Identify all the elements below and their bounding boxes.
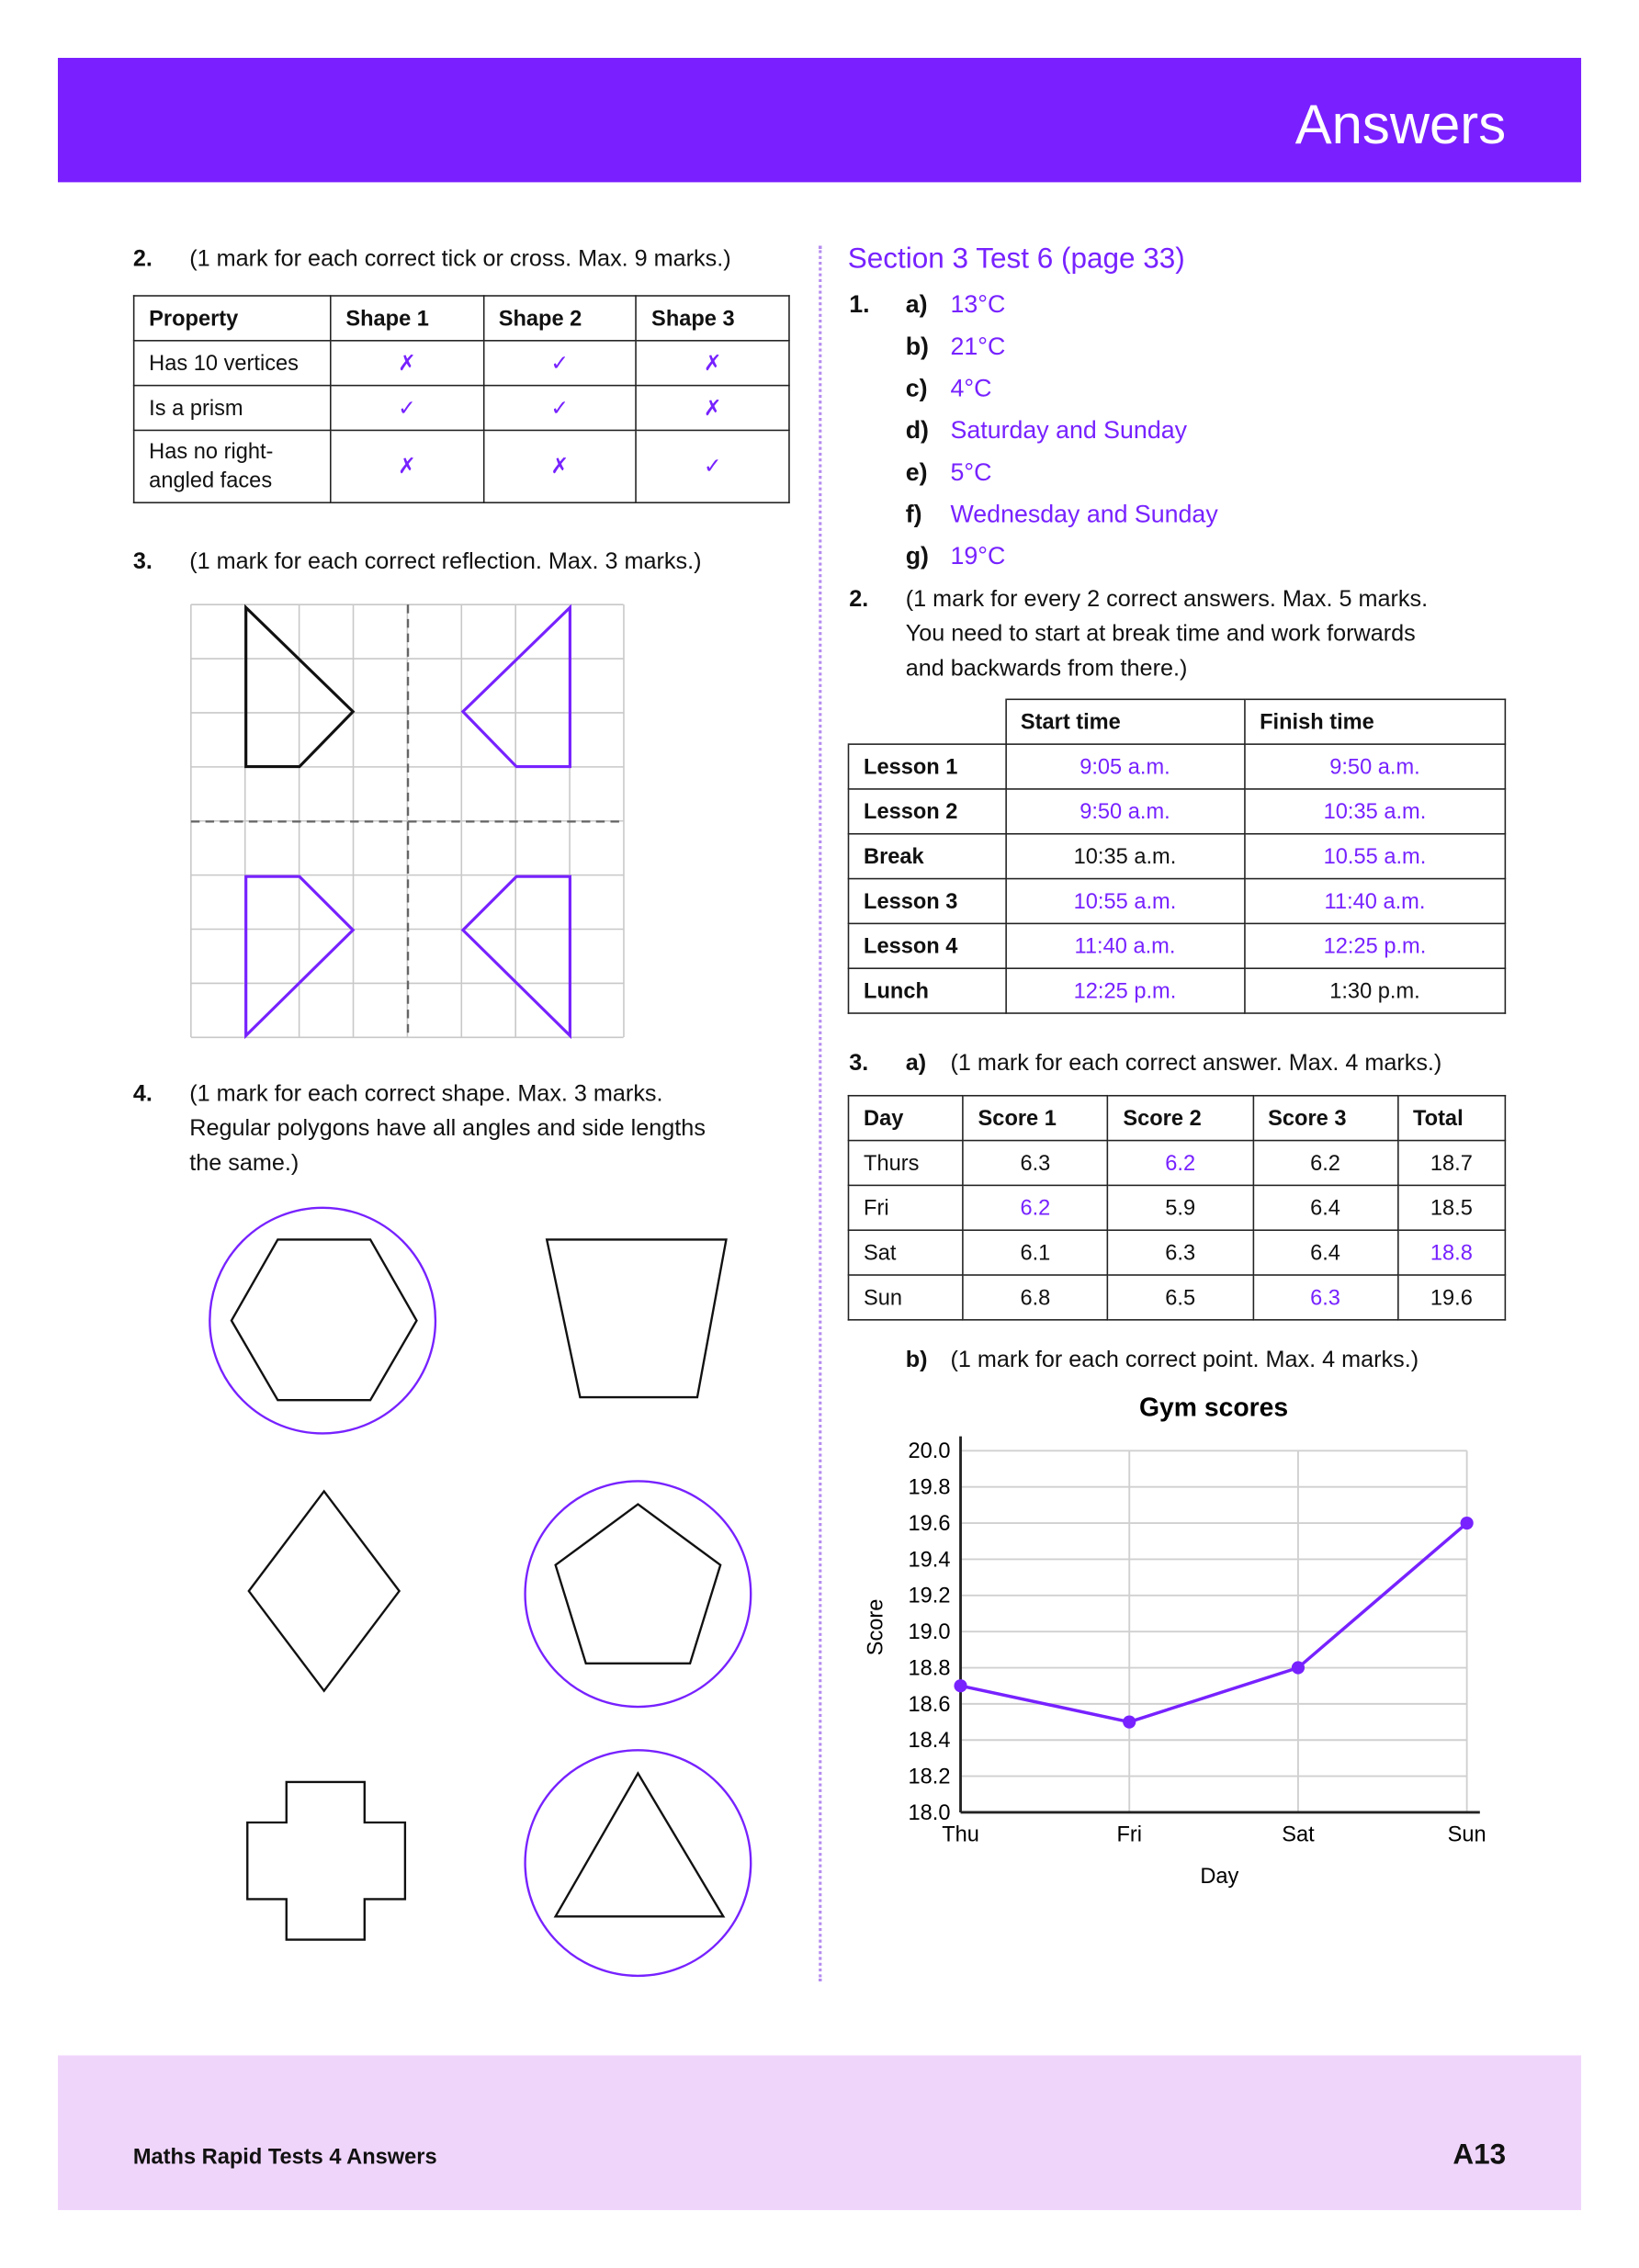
- gym-scores-chart: [865, 1394, 1486, 1890]
- time-cell: 10:35 a.m.: [1005, 834, 1244, 879]
- chart-title: Gym scores: [1138, 1393, 1289, 1423]
- data-point-sun: [1461, 1517, 1474, 1529]
- part-label: a): [905, 290, 928, 319]
- column-header: Start time: [1005, 699, 1244, 744]
- pentagon-shape: [556, 1505, 721, 1664]
- cross-mark: ✗: [331, 430, 483, 502]
- property-cell: Has 10 vertices: [134, 341, 331, 386]
- x-tick-label: Fri: [1116, 1822, 1143, 1847]
- score-cell: 18.7: [1397, 1141, 1505, 1186]
- cross-mark: ✗: [483, 430, 636, 502]
- table-row: [849, 1185, 1506, 1230]
- right-q2: [849, 583, 1429, 682]
- table-row: [849, 744, 1506, 789]
- time-cell: 12:25 p.m.: [1245, 923, 1506, 968]
- question-text: (1 mark for every 2 correct answers. Max. 5 marks.: [905, 587, 1429, 613]
- answer-item: [905, 290, 1006, 319]
- part-label: b): [905, 333, 929, 361]
- score-cell: 6.5: [1108, 1275, 1253, 1320]
- triangle-shape: [556, 1773, 724, 1916]
- part-label: g): [905, 542, 929, 570]
- answer-value: 13°C: [950, 290, 1006, 319]
- day-cell: Sat: [849, 1230, 964, 1275]
- y-tick-label: 19.4: [908, 1548, 951, 1573]
- answer-item: [905, 542, 1006, 570]
- score-cell: 6.2: [963, 1185, 1108, 1230]
- time-cell: 9:50 a.m.: [1245, 744, 1506, 789]
- score-cell: 6.3: [963, 1141, 1108, 1186]
- time-cell: 1:30 p.m.: [1245, 968, 1506, 1013]
- tick-mark: ✓: [637, 430, 789, 502]
- answer-circle: [526, 1750, 752, 1976]
- property-cell: Has no right-angled faces: [134, 430, 331, 502]
- y-tick-label: 19.6: [908, 1511, 951, 1536]
- x-tick-label: Sun: [1447, 1822, 1486, 1847]
- cross-mark: ✗: [637, 341, 789, 386]
- data-point-fri: [1123, 1715, 1136, 1728]
- answer-item: [905, 458, 992, 487]
- answer-item: [905, 416, 1187, 445]
- column-header: Shape 1: [331, 296, 483, 341]
- time-cell: 10:55 a.m.: [1005, 879, 1244, 924]
- header-row: [849, 699, 1506, 744]
- question-number: 2.: [132, 247, 153, 273]
- lesson-name: Lesson 4: [849, 923, 1006, 968]
- time-cell: 11:40 a.m.: [1005, 923, 1244, 968]
- y-tick-label: 19.0: [908, 1620, 951, 1645]
- score-cell: 6.3: [1253, 1275, 1398, 1320]
- y-tick-label: 18.0: [908, 1800, 951, 1825]
- day-cell: Sun: [849, 1275, 964, 1320]
- question-number: 4.: [132, 1081, 153, 1107]
- question-number: 1.: [849, 290, 870, 319]
- part-label: d): [905, 416, 929, 445]
- y-tick-label: 19.8: [908, 1475, 951, 1500]
- time-cell: 10:35 a.m.: [1245, 789, 1506, 834]
- answer-item: [905, 374, 992, 403]
- right-q1: [849, 290, 1218, 570]
- column-header: Day: [849, 1096, 964, 1141]
- property-cell: Is a prism: [134, 386, 331, 431]
- question-text: the same.): [189, 1151, 300, 1177]
- book-title: Maths Rapid Tests 4 Answers: [132, 2145, 437, 2170]
- column-header: Score 2: [1108, 1096, 1253, 1141]
- column-header: Shape 3: [637, 296, 789, 341]
- y-tick-label: 20.0: [908, 1439, 951, 1464]
- question-number: 2.: [849, 587, 869, 613]
- reflection-top-right: [463, 607, 571, 766]
- score-cell: 5.9: [1108, 1185, 1253, 1230]
- question-number: 3.: [132, 549, 153, 575]
- answer-value: 19°C: [950, 542, 1006, 570]
- footer-band: [58, 2056, 1581, 2210]
- x-axis-label: Day: [1200, 1865, 1239, 1890]
- y-axis-label: Score: [864, 1598, 888, 1656]
- answer-value: 21°C: [950, 333, 1006, 361]
- column-header: Score 3: [1253, 1096, 1398, 1141]
- right-q3a: [849, 1047, 1442, 1082]
- score-cell: 6.4: [1253, 1185, 1398, 1230]
- answer-item: [905, 500, 1218, 529]
- y-tick-label: 19.2: [908, 1584, 951, 1608]
- tick-mark: ✓: [483, 386, 636, 431]
- day-cell: Thurs: [849, 1141, 964, 1186]
- rhombus-shape: [249, 1491, 400, 1690]
- column-header: Score 1: [963, 1096, 1108, 1141]
- table-row: [849, 834, 1506, 879]
- part-label: f): [905, 500, 922, 528]
- lesson-name: Lesson 2: [849, 789, 1006, 834]
- column-header: Finish time: [1245, 699, 1506, 744]
- tick-mark: ✓: [483, 341, 636, 386]
- lesson-name: Break: [849, 834, 1006, 879]
- page-number: A13: [1452, 2138, 1507, 2172]
- answer-circle: [526, 1481, 752, 1707]
- y-tick-label: 18.4: [908, 1729, 951, 1754]
- column-header: Shape 2: [483, 296, 636, 341]
- column-header: Property: [134, 296, 331, 341]
- hexagon-shape: [232, 1239, 417, 1400]
- gym-score-table: [848, 1095, 1506, 1321]
- table-row: [849, 1275, 1506, 1320]
- score-cell: 18.5: [1397, 1185, 1505, 1230]
- table-row: [849, 923, 1506, 968]
- score-cell: 18.8: [1397, 1230, 1505, 1275]
- question-text: and backwards from there.): [905, 656, 1188, 682]
- series-line: [961, 1523, 1467, 1722]
- page-heading: Answers: [1294, 95, 1507, 157]
- x-tick-label: Thu: [942, 1822, 979, 1847]
- answer-value: 4°C: [950, 374, 992, 402]
- score-cell: 19.6: [1397, 1275, 1505, 1320]
- column-divider: [819, 246, 821, 1982]
- time-cell: 11:40 a.m.: [1245, 879, 1506, 924]
- y-tick-label: 18.2: [908, 1765, 951, 1789]
- data-point-thu: [954, 1679, 966, 1692]
- tick-mark: ✓: [331, 386, 483, 431]
- time-cell: 9:50 a.m.: [1005, 789, 1244, 834]
- timetable: [848, 699, 1506, 1014]
- table-row: [849, 789, 1506, 834]
- column-header: [849, 699, 1006, 744]
- table-row: [849, 879, 1506, 924]
- part-label: b): [905, 1348, 928, 1373]
- question-text: (1 mark for each correct reflection. Max. 3 marks.): [189, 549, 702, 575]
- score-cell: 6.8: [963, 1275, 1108, 1320]
- cross-mark: ✗: [331, 341, 483, 386]
- part-label: e): [905, 458, 928, 487]
- time-cell: 9:05 a.m.: [1005, 744, 1244, 789]
- answer-value: Saturday and Sunday: [950, 416, 1187, 445]
- score-cell: 6.2: [1108, 1141, 1253, 1186]
- table-row: [849, 1141, 1506, 1186]
- answer-value: Wednesday and Sunday: [950, 500, 1218, 528]
- section-title: Section 3 Test 6 (page 33): [847, 243, 1185, 276]
- reflection-bottom-right: [463, 876, 571, 1035]
- trapezium-shape: [547, 1239, 726, 1397]
- lesson-name: Lunch: [849, 968, 1006, 1013]
- question-text: (1 mark for each correct answer. Max. 4 marks.): [950, 1051, 1442, 1077]
- answer-item: [905, 333, 1006, 361]
- cross-shape: [247, 1782, 405, 1940]
- right-q3b: [905, 1344, 1419, 1379]
- question-number: 3.: [849, 1051, 869, 1077]
- answer-value: 5°C: [950, 458, 992, 487]
- cross-mark: ✗: [637, 386, 789, 431]
- question-text: (1 mark for each correct shape. Max. 3 marks.: [189, 1081, 663, 1107]
- question-text: (1 mark for each correct tick or cross. Max. 9 marks.): [189, 247, 731, 273]
- question-text: You need to start at break time and work forwards: [905, 622, 1416, 647]
- score-cell: 6.1: [963, 1230, 1108, 1275]
- table-row: [849, 1230, 1506, 1275]
- data-point-sat: [1292, 1661, 1305, 1674]
- question-text: Regular polygons have all angles and side lengths: [189, 1116, 706, 1142]
- column-header: Total: [1397, 1096, 1505, 1141]
- y-tick-label: 18.6: [908, 1692, 951, 1717]
- table-row: [849, 968, 1506, 1013]
- y-tick-label: 18.8: [908, 1656, 951, 1681]
- question-text: (1 mark for each correct point. Max. 4 marks.): [950, 1348, 1419, 1373]
- score-cell: 6.2: [1253, 1141, 1398, 1186]
- header-row: [849, 1096, 1506, 1141]
- day-cell: Fri: [849, 1185, 964, 1230]
- time-cell: 12:25 p.m.: [1005, 968, 1244, 1013]
- x-tick-label: Sat: [1282, 1822, 1315, 1847]
- part-label: c): [905, 374, 928, 402]
- score-cell: 6.4: [1253, 1230, 1398, 1275]
- lesson-name: Lesson 1: [849, 744, 1006, 789]
- time-cell: 10.55 a.m.: [1245, 834, 1506, 879]
- score-cell: 6.3: [1108, 1230, 1253, 1275]
- lesson-name: Lesson 3: [849, 879, 1006, 924]
- part-label: a): [905, 1051, 927, 1077]
